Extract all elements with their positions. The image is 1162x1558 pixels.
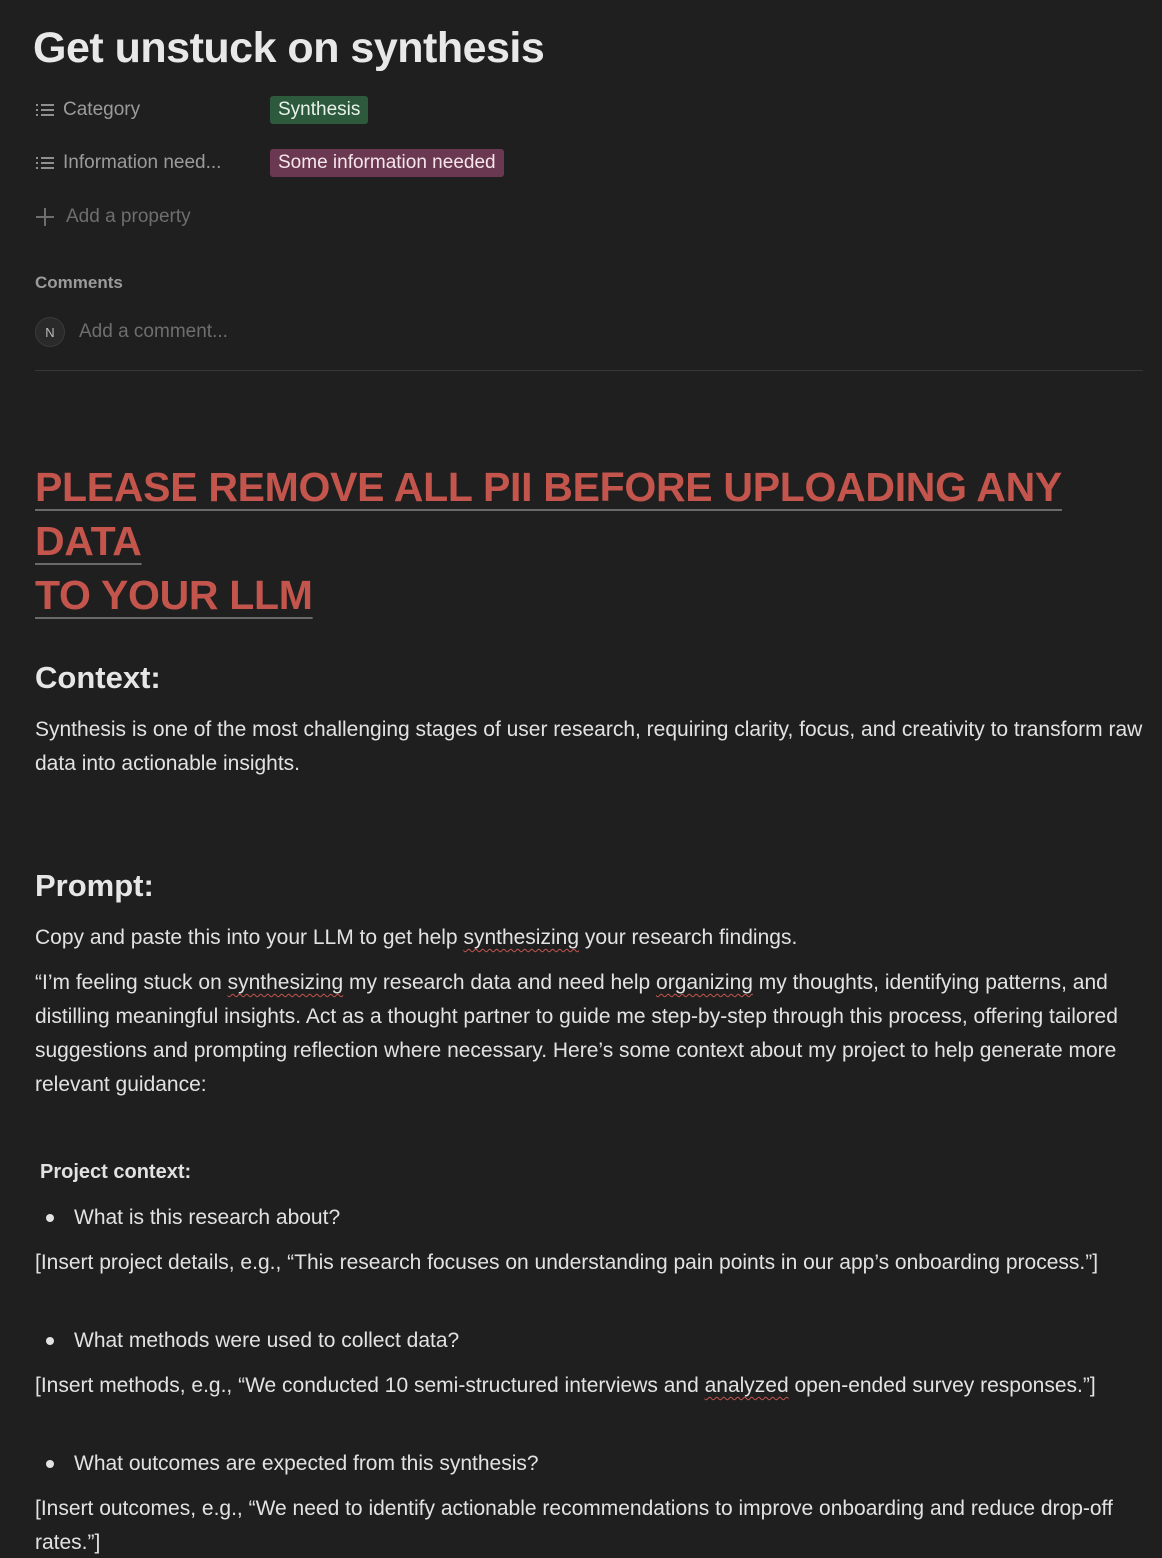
divider — [35, 370, 1143, 371]
plus-icon — [35, 207, 55, 227]
spellcheck-word: synthesizing — [463, 926, 579, 949]
list-item — [46, 1324, 459, 1358]
bullet-icon — [46, 1460, 54, 1468]
property-label: Category — [63, 99, 141, 120]
context-body: Synthesis is one of the most challenging stages of user research, requiring clarity, focus, and creativity to transform raw data into actionable insights. — [35, 718, 1143, 775]
pii-warning-line1[interactable]: PLEASE REMOVE ALL PII BEFORE UPLOADING ANY DATA — [35, 464, 1062, 564]
question-text: What methods were used to collect data? — [74, 1329, 460, 1352]
property-label: Information need... — [63, 152, 222, 173]
add-property-label: Add a property — [66, 206, 191, 227]
list-item — [46, 1447, 539, 1481]
answer-placeholder: [Insert methods, e.g., “We conducted 10 semi-structured interviews and analyzed open-ended survey responses.”] — [35, 1374, 1096, 1397]
avatar: N — [35, 317, 65, 347]
pii-warning-line2[interactable]: TO YOUR LLM — [35, 572, 313, 618]
comment-composer[interactable] — [35, 315, 228, 349]
spellcheck-word: organizing — [656, 971, 753, 994]
category-tag[interactable]: Synthesis — [270, 96, 368, 124]
spellcheck-word: analyzed — [704, 1374, 789, 1397]
comments-heading: Comments — [35, 273, 123, 292]
context-heading: Context: — [35, 660, 161, 695]
prompt-quote: “I’m feeling stuck on synthesizing my research data and need help organizing my thoughts, identifying patterns, and distilling meaningful insights. Act as a thought partner to guide me step-by-step through this process, offering tailored suggestions and prompting reflection where necessary. Here’s some context about my project to help generate more relevant guidance: — [35, 971, 1118, 1096]
list-item — [46, 1201, 340, 1235]
answer-placeholder: [Insert project details, e.g., “This research focuses on understanding pain points in our app’s onboarding process.”] — [35, 1251, 1099, 1274]
bullet-icon — [46, 1214, 54, 1222]
property-category[interactable] — [35, 95, 140, 125]
add-property-button[interactable] — [35, 202, 191, 232]
answer-placeholder: [Insert outcomes, e.g., “We need to identify actionable recommendations to improve onboarding and reduce drop-off rates.”] — [35, 1497, 1113, 1554]
page-title[interactable]: Get unstuck on synthesis — [33, 24, 545, 72]
pii-warning-heading — [35, 460, 1145, 622]
comment-input[interactable]: Add a comment... — [79, 321, 228, 342]
list-icon — [35, 102, 55, 118]
prompt-heading: Prompt: — [35, 868, 154, 903]
list-icon — [35, 155, 55, 171]
property-information-need[interactable] — [35, 148, 221, 178]
question-text: What outcomes are expected from this synthesis? — [74, 1452, 539, 1475]
project-context-heading: Project context: — [40, 1161, 192, 1183]
question-text: What is this research about? — [74, 1206, 341, 1229]
bullet-icon — [46, 1337, 54, 1345]
prompt-intro: Copy and paste this into your LLM to get help synthesizing your research findings. — [35, 926, 798, 949]
spellcheck-word: synthesizing — [227, 971, 344, 994]
information-need-tag[interactable]: Some information needed — [270, 149, 504, 177]
